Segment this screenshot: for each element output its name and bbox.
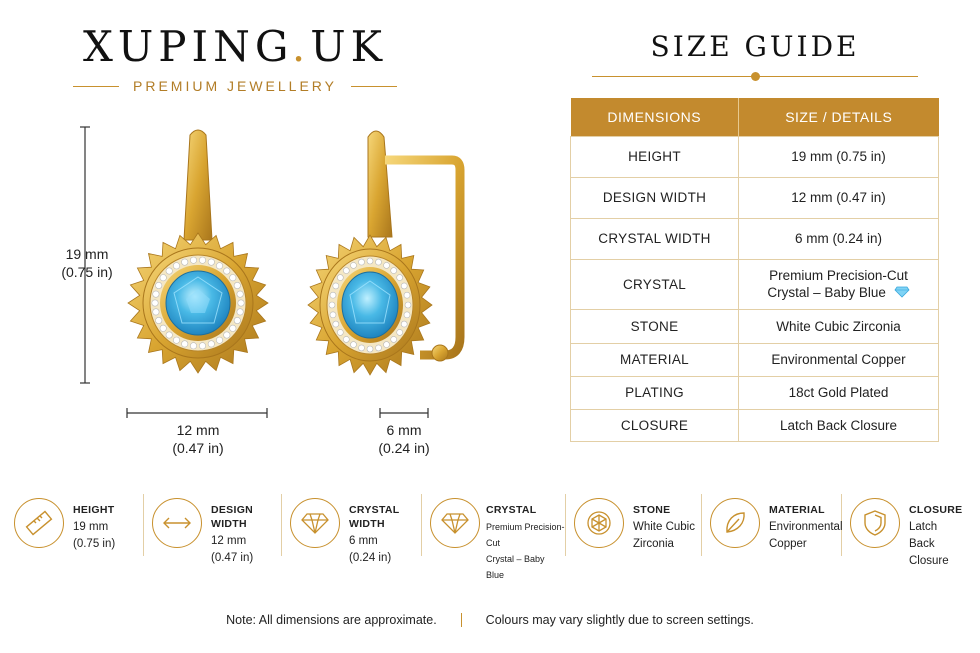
pave-stone xyxy=(234,282,240,288)
pave-stone xyxy=(337,275,343,281)
feature-crystal-text xyxy=(486,498,565,583)
row-value: 6 mm (0.24 in) xyxy=(739,218,939,259)
diamond-icon xyxy=(290,498,340,548)
row-label: DESIGN WIDTH xyxy=(571,177,739,218)
feature-value: 19 mm (0.75 in) xyxy=(73,521,116,550)
header-size-details: SIZE / DETAILS xyxy=(739,98,939,136)
feature-value: 6 mm (0.24 in) xyxy=(349,535,392,564)
footer-note-colours: Colours may vary slightly due to screen settings. xyxy=(485,613,754,627)
pave-stone xyxy=(384,342,390,348)
pave-stone xyxy=(190,257,196,263)
pave-stone xyxy=(359,345,365,351)
pave-stone xyxy=(208,341,214,347)
pave-stone xyxy=(384,262,390,268)
gem-circle-icon xyxy=(574,498,624,548)
brand-name-main: XUPING xyxy=(82,22,292,71)
pave-stone xyxy=(230,275,236,281)
row-label: HEIGHT xyxy=(571,136,739,177)
pave-stone xyxy=(182,341,188,347)
row-label: STONE xyxy=(571,309,739,343)
brand-tagline: PREMIUM JEWELLERY xyxy=(133,78,337,94)
crystal-mm: 6 mm xyxy=(386,422,422,438)
pave-stone xyxy=(343,268,349,274)
pave-stone xyxy=(359,259,365,265)
pave-stone xyxy=(391,268,397,274)
feature-material-text xyxy=(769,498,843,553)
pave-stone xyxy=(401,321,407,327)
feature-stone-text xyxy=(633,498,695,553)
crystal-dimension-label xyxy=(366,421,442,457)
pave-stone xyxy=(337,329,343,335)
pave-stone xyxy=(391,336,397,342)
feature-value: Environmental Copper xyxy=(769,521,843,550)
pave-stone xyxy=(166,332,172,338)
pave-stone xyxy=(173,263,179,269)
width-dimension-line xyxy=(127,408,267,418)
pave-stone xyxy=(238,300,244,306)
height-dimension-label xyxy=(52,245,122,281)
feature-crystal xyxy=(422,494,566,580)
footer-note-dimensions: Note: All dimensions are approximate. xyxy=(226,613,437,627)
feature-title: CRYSTAL WIDTH xyxy=(349,504,400,530)
crystal-in: (0.24 in) xyxy=(378,440,430,456)
table-row xyxy=(571,409,939,441)
crystal-dimension-line xyxy=(380,408,428,418)
pave-stone xyxy=(156,282,162,288)
feature-value: 12 mm (0.47 in) xyxy=(211,535,254,564)
pave-stone xyxy=(224,332,230,338)
feature-value: White Cubic Zirconia xyxy=(633,521,695,550)
table-row xyxy=(571,218,939,259)
pave-stone xyxy=(199,343,205,349)
pave-stone xyxy=(351,262,357,268)
table-header-row xyxy=(571,98,939,136)
feature-title: STONE xyxy=(633,504,671,516)
leaf-icon xyxy=(710,498,760,548)
feature-closure xyxy=(842,494,963,567)
pave-stone xyxy=(405,302,411,308)
ruler-icon xyxy=(14,498,64,548)
crystal-value-line1: Premium Precision-Cut xyxy=(769,268,908,283)
width-arrows-icon xyxy=(152,498,202,548)
pave-stone xyxy=(397,275,403,281)
pave-stone xyxy=(330,312,336,318)
pave-stone xyxy=(160,275,166,281)
tagline-rule-left xyxy=(73,86,119,87)
pave-stone xyxy=(401,283,407,289)
table-row xyxy=(571,343,939,376)
footer-separator xyxy=(461,613,462,627)
row-label: CRYSTAL xyxy=(571,259,739,309)
pave-stone xyxy=(173,337,179,343)
feature-title: HEIGHT xyxy=(73,504,115,516)
pave-stone xyxy=(152,300,158,306)
feature-closure-text xyxy=(909,498,962,570)
height-in: (0.75 in) xyxy=(61,264,113,280)
table-row xyxy=(571,376,939,409)
tagline-rule-right xyxy=(351,86,397,87)
diamond-icon xyxy=(430,498,480,548)
feature-title: DESIGN WIDTH xyxy=(211,504,254,530)
crystal-value-line2 xyxy=(743,284,934,301)
table-row xyxy=(571,259,939,309)
front-earring xyxy=(128,130,268,373)
pave-stone xyxy=(216,263,222,269)
pave-stone xyxy=(333,283,339,289)
pave-stone xyxy=(208,259,214,265)
row-value: Environmental Copper xyxy=(739,343,939,376)
row-value: Latch Back Closure xyxy=(739,409,939,441)
feature-height-text xyxy=(73,498,115,553)
row-label: CRYSTAL WIDTH xyxy=(571,218,739,259)
earring-drawing xyxy=(0,115,560,475)
feature-title: CLOSURE xyxy=(909,504,963,516)
pave-stone xyxy=(237,309,243,315)
pave-stone xyxy=(230,325,236,331)
row-value xyxy=(739,259,939,309)
pave-stone xyxy=(333,321,339,327)
blue-diamond-icon xyxy=(894,286,910,298)
feature-height xyxy=(14,494,144,556)
pave-stone xyxy=(367,346,373,352)
pave-stone xyxy=(404,292,410,298)
feature-value: Premium Precision-Cut Crystal – Baby Blue xyxy=(486,522,565,580)
feature-crystal-width-text xyxy=(349,498,421,567)
pave-stone xyxy=(224,268,230,274)
brand-logo xyxy=(40,22,430,94)
feature-crystal-width xyxy=(282,494,422,564)
row-value: 18ct Gold Plated xyxy=(739,376,939,409)
pave-stone xyxy=(404,312,410,318)
pave-stone xyxy=(234,317,240,323)
footer-notes xyxy=(0,613,980,627)
pave-stone xyxy=(190,343,196,349)
feature-material xyxy=(702,494,842,556)
size-guide-dot xyxy=(751,72,760,81)
height-mm: 19 mm xyxy=(65,246,109,262)
brand-name xyxy=(40,22,430,72)
pave-stone xyxy=(376,345,382,351)
product-illustration xyxy=(0,115,560,475)
size-guide-table xyxy=(570,98,939,442)
pave-stone xyxy=(329,302,335,308)
pave-stone xyxy=(160,325,166,331)
pave-stone xyxy=(199,257,205,263)
row-label: PLATING xyxy=(571,376,739,409)
side-earring xyxy=(308,131,460,375)
row-label: MATERIAL xyxy=(571,343,739,376)
row-value: 12 mm (0.47 in) xyxy=(739,177,939,218)
pave-stone xyxy=(156,317,162,323)
width-mm: 12 mm xyxy=(176,422,220,438)
width-dimension-label xyxy=(160,421,236,457)
feature-title: MATERIAL xyxy=(769,504,825,516)
brand-tagline-row xyxy=(40,78,430,94)
width-in: (0.47 in) xyxy=(172,440,224,456)
row-value: White Cubic Zirconia xyxy=(739,309,939,343)
row-label: CLOSURE xyxy=(571,409,739,441)
brand-name-tld: UK xyxy=(310,22,388,71)
pave-stone xyxy=(376,259,382,265)
pave-stone xyxy=(216,337,222,343)
size-guide-title: SIZE GUIDE xyxy=(650,30,860,63)
table-row xyxy=(571,309,939,343)
crystal-value-text: Crystal – Baby Blue xyxy=(767,285,886,300)
pave-stone xyxy=(153,309,159,315)
pave-stone xyxy=(351,342,357,348)
header-dimensions: DIMENSIONS xyxy=(571,98,739,136)
feature-design-width xyxy=(144,494,282,564)
brand-name-dot: . xyxy=(291,22,311,71)
table-row xyxy=(571,136,939,177)
feature-stone xyxy=(566,494,702,556)
feature-value: Latch Back Closure xyxy=(909,521,949,567)
pave-stone xyxy=(237,291,243,297)
pave-stone xyxy=(153,291,159,297)
pave-stone xyxy=(330,292,336,298)
feature-strip xyxy=(14,494,974,580)
pave-stone xyxy=(343,336,349,342)
table-row xyxy=(571,177,939,218)
shield-icon xyxy=(850,498,900,548)
row-value: 19 mm (0.75 in) xyxy=(739,136,939,177)
pave-stone xyxy=(182,259,188,265)
pave-stone xyxy=(166,268,172,274)
feature-title: CRYSTAL xyxy=(486,504,537,516)
pave-stone xyxy=(397,329,403,335)
pave-stone xyxy=(367,258,373,264)
feature-design-width-text xyxy=(211,498,281,567)
